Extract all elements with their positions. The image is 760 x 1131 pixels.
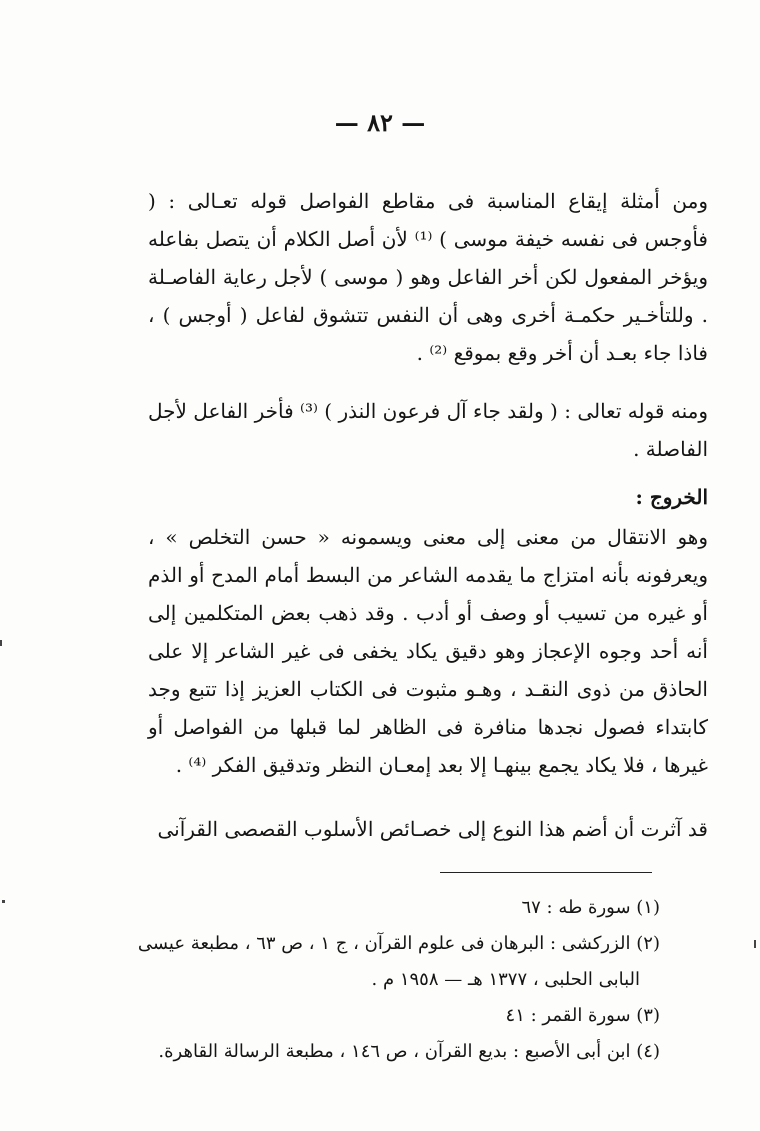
footnote-4: (٤) ابن أبى الأصبع : بديع القرآن ، ص ١٤٦ ، مطبعة الرسالة القاهرة. [158, 1041, 660, 1062]
footnotes [90, 890, 660, 1070]
paragraph-text: قد آثرت أن أضم هذا النوع إلى خصـائص الأسلوب القصصى القرآنى [157, 817, 708, 841]
paragraph-khuruj [148, 518, 708, 784]
paragraph-text: ومنه قوله تعالى : ( ولقد جاء آل فرعون النذر ) ⁽³⁾ فأخر الفاعل لأجل الفاصلة . [148, 399, 708, 461]
footnote-3: (٣) سورة القمر : ٤١ [505, 1005, 660, 1026]
scan-speck [0, 640, 2, 646]
footnote-1: (١) سورة طه : ٦٧ [521, 897, 660, 918]
paragraph-text: ومن أمثلة إيقاع المناسبة فى مقاطع الفواصل قوله تعـالى : ( فأوجس فى نفسه خيفة موسى ) ⁽¹⁾ لأن أصل الكلام أن يتصل بفاعله ويؤخر المفعول لكن أخر الفاعل وهو ( موسى ) لأجل رعاية الفاصـلة . وللتأخـير حكمـة أخرى وهى أن النفس تتشوق لفاعل ( أوجس ) ، فاذا جاء بعـد أن أخر وقع بموقع ⁽²⁾ . [148, 189, 708, 365]
paragraph-text: وهو الانتقال من معنى إلى معنى ويسمونه « حسن التخلص » ، ويعرفونه بأنه امتزاج ما يقدمه الشاعر من البسط أمام المدح أو الذم أو غيره من تسيب أو وصف أو أدب . وقد ذهب بعض المتكلمين إلى أنه أحد وجوه الإعجاز وهو دقيق يكاد يخفى فى غير الشاعر إلا على الحاذق من ذوى النقـد ، وهـو مثبوت فى الكتاب العزيز إذا تتبع وجد كابتداء فصول نجدها منافرة فى الظاهر لما قبلها من الفواصل أو غيرها ، فلا يكاد يجمع بينهـا إلا بعد إمعـان النظر وتدقيق الفكر ⁽⁴⁾ . [148, 525, 708, 777]
paragraph-fawasil-example [148, 182, 708, 372]
heading-text: الخروج : [635, 485, 708, 509]
section-heading [148, 478, 708, 516]
scan-speck [2, 900, 5, 903]
paragraph-closing [148, 810, 708, 848]
footnote-2: (٢) الزركشى : البرهان فى علوم القرآن ، ج ١ ، ص ٦٣ ، مطبعة عيسى [137, 933, 660, 954]
paragraph-second-example [148, 392, 708, 468]
footnote-2-continuation: البابى الحلبى ، ١٣٧٧ هـ — ١٩٥٨ م . [371, 969, 640, 990]
footnote-divider [440, 872, 652, 873]
page-number: — ٨٢ — [334, 108, 426, 137]
scan-speck [754, 940, 756, 948]
